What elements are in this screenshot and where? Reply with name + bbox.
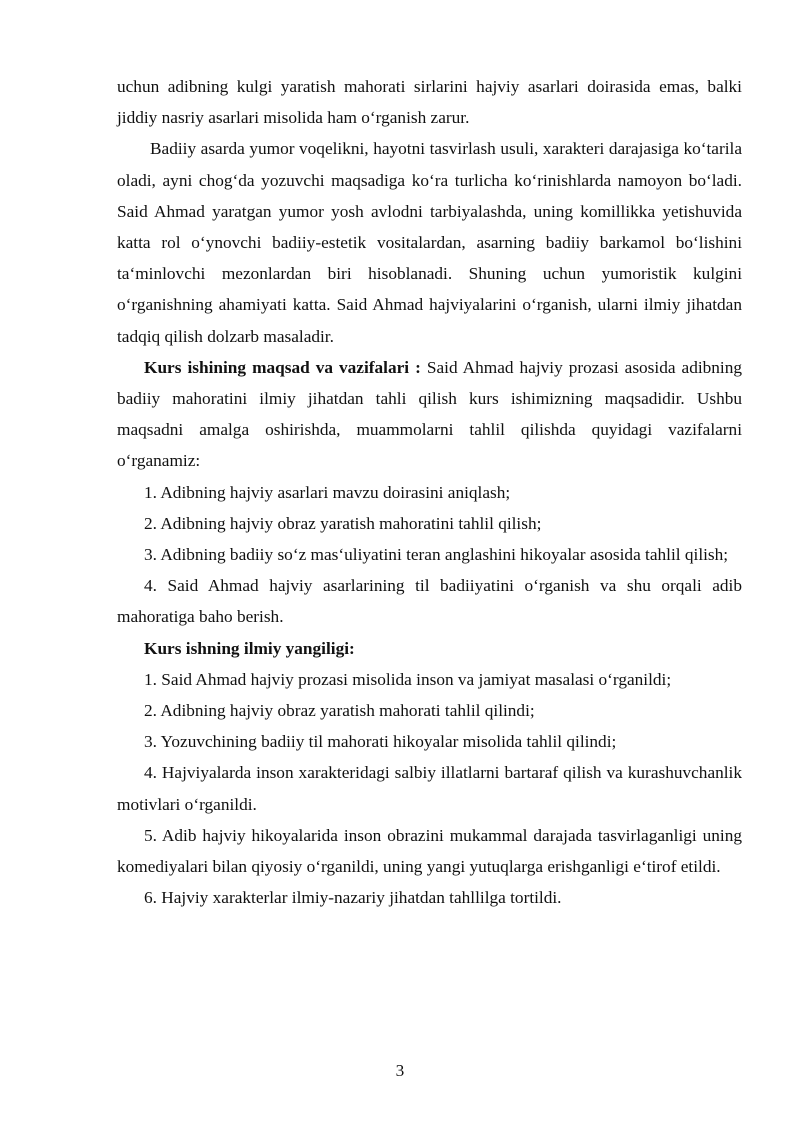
- novelty-item-5: 5. Adib hajviy hikoyalarida inson obrazini mukammal darajada tasvirlaganligi uning komediyalari bilan qiyosiy o‘rganildi, uning yangi yutuqlarga erishganligi e‘tirof etildi.: [117, 825, 742, 877]
- novelty-item-3: 3. Yozuvchining badiiy til mahorati hikoyalar misolida tahlil qilindi;: [144, 732, 617, 752]
- novelty-item-2: 2. Adibning hajviy obraz yaratish mahorati tahlil qilindi;: [144, 701, 535, 721]
- novelty-heading: Kurs ishning ilmiy yangiligi:: [144, 638, 355, 658]
- paragraph-intro-continuation: uchun adibning kulgi yaratish mahorati sirlarini hajviy asarlari doirasida emas, balki jiddiy nasriy asarlari misolida ham o‘rganish zarur.: [117, 77, 742, 128]
- task-item-1: 1. Adibning hajviy asarlari mavzu doirasini aniqlash;: [144, 482, 511, 502]
- novelty-item-6: 6. Hajviy xarakterlar ilmiy-nazariy jihatdan tahllilga tortildi.: [144, 888, 562, 908]
- page-body: [117, 71, 742, 913]
- goals-text: Said Ahmad hajviy prozasi asosida adibning badiiy mahoratini ilmiy jihatdan tahli qilish kurs ishimizning maqsadidir. Ushbu maqsadni amalga oshirishda, muammolarni tahlil qilishda quyidagi vazifalarni o‘rganamiz:: [117, 357, 743, 471]
- paragraph-goals-and-tasks: [117, 352, 742, 477]
- task-item-2: 2. Adibning hajviy obraz yaratish mahoratini tahlil qilish;: [144, 513, 542, 533]
- task-item-3: 3. Adibning badiiy so‘z mas‘uliyatini teran anglashini hikoyalar asosida tahlil qilish;: [144, 545, 729, 565]
- paragraph-humor-significance: Badiiy asarda yumor voqelikni, hayotni tasvirlash usuli, xarakteri darajasiga ko‘tarila oladi, ayni chog‘da yozuvchi maqsadiga ko‘ra turlicha ko‘rinishlarda namoyon bo‘ladi. Said Ahmad yaratgan yumor yosh avlodni tarbiyalashda, uning komillikka yetishuvida katta rol o‘ynovchi badiiy-estetik vositalardan, asarning badiiy barkamol bo‘lishini ta‘minlovchi mezonlardan biri hisoblanadi. Shuning uchun yumoristik kulgini o‘rganishning ahamiyati katta. Said Ahmad hajviyalarini o‘rganish, ularni ilmiy jihatdan tadqiq qilish dolzarb masaladir.: [117, 139, 742, 346]
- task-item-4: 4. Said Ahmad hajviy asarlarining til badiiyatini o‘rganish va shu orqali adib mahoratiga baho berish.: [117, 576, 742, 627]
- page-number: 3: [395, 1061, 405, 1080]
- novelty-item-4: 4. Hajviyalarda inson xarakteridagi salbiy illatlarni bartaraf qilish va kurashuvchanlik motivlari o‘rganildi.: [117, 763, 742, 814]
- novelty-item-1: 1. Said Ahmad hajviy prozasi misolida inson va jamiyat masalasi o‘rganildi;: [144, 669, 672, 689]
- goals-heading: Kurs ishining maqsad va vazifalari :: [144, 357, 421, 377]
